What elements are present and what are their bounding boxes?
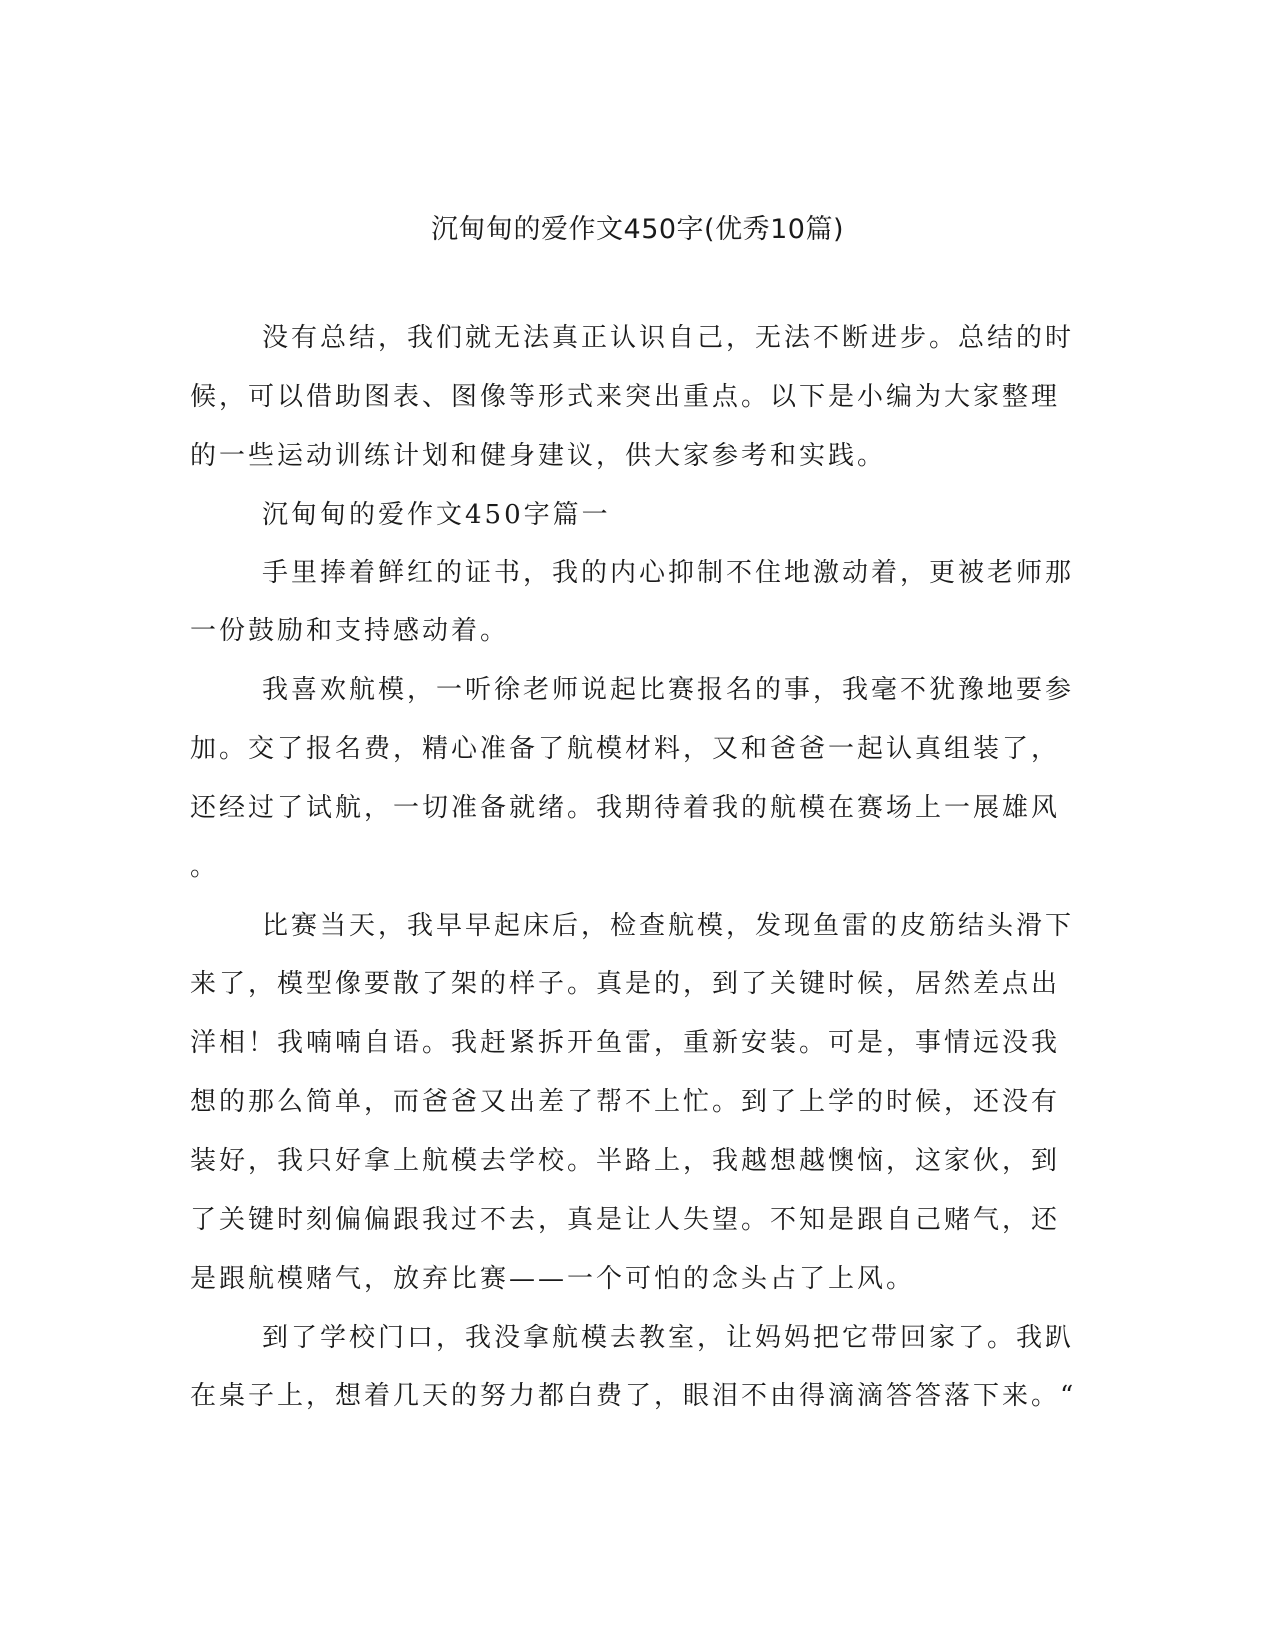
paragraph-line: 是跟航模赌气，放弃比赛——一个可怕的念头占了上风。 bbox=[190, 1264, 916, 1294]
section-heading: 沉甸甸的爱作文450字篇一 bbox=[262, 500, 611, 530]
paragraph-line: 在桌子上，想着几天的努力都白费了，眼泪不由得滴滴答答落下来。“ bbox=[190, 1381, 1077, 1411]
paragraph-line: 想的那么简单，而爸爸又出差了帮不上忙。到了上学的时候，还没有 bbox=[190, 1087, 1061, 1117]
paragraph-line: 装好，我只好拿上航模去学校。半路上，我越想越懊恼，这家伙，到 bbox=[190, 1146, 1061, 1176]
paragraph-line: 了关键时刻偏偏跟我过不去，真是让人失望。不知是跟自己赌气，还 bbox=[190, 1205, 1061, 1235]
document-title: 沉甸甸的爱作文450字(优秀10篇) bbox=[431, 214, 844, 245]
paragraph-line: 还经过了试航，一切准备就绪。我期待着我的航模在赛场上一展雄风 bbox=[190, 793, 1061, 823]
paragraph-line: 洋相！我喃喃自语。我赶紧拆开鱼雷，重新安装。可是，事情远没我 bbox=[190, 1028, 1061, 1058]
paragraph-line: 候，可以借助图表、图像等形式来突出重点。以下是小编为大家整理 bbox=[190, 382, 1061, 412]
paragraph-line: 。 bbox=[190, 852, 220, 882]
paragraph-line: 手里捧着鲜红的证书，我的内心抑制不住地激动着，更被老师那 bbox=[262, 558, 1075, 588]
paragraph-line: 的一些运动训练计划和健身建议，供大家参考和实践。 bbox=[190, 441, 887, 471]
paragraph-line: 到了学校门口，我没拿航模去教室，让妈妈把它带回家了。我趴 bbox=[262, 1323, 1075, 1353]
paragraph-line: 我喜欢航模，一听徐老师说起比赛报名的事，我毫不犹豫地要参 bbox=[262, 675, 1075, 705]
paragraph-line: 来了，模型像要散了架的样子。真是的，到了关键时候，居然差点出 bbox=[190, 969, 1061, 999]
paragraph-line: 一份鼓励和支持感动着。 bbox=[190, 616, 510, 646]
paragraph-line: 比赛当天，我早早起床后，检查航模，发现鱼雷的皮筋结头滑下 bbox=[262, 911, 1075, 941]
paragraph-line: 没有总结，我们就无法真正认识自己，无法不断进步。总结的时 bbox=[262, 323, 1075, 353]
paragraph-line: 加。交了报名费，精心准备了航模材料，又和爸爸一起认真组装了， bbox=[190, 734, 1061, 764]
